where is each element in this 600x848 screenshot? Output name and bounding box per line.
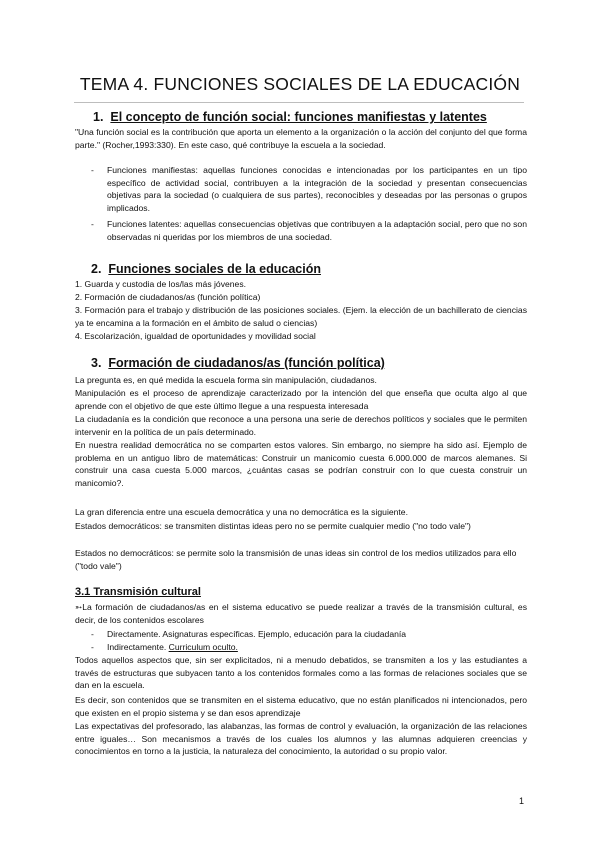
section-3-1-bullet-indirect (107, 641, 527, 654)
section-3-paragraph-6: Estados democráticos: se transmiten distintas ideas pero no se permite cualquier medio ("no todo vale") (75, 521, 471, 531)
section-3-1-paragraph-4: Las expectativas del profesorado, las alabanzas, las formas de control y evaluación, la organización de las relaciones entre iguales… Son mecanismos a través de los cuales los alumnos y las alumnas adquieren creencias y conocimientos en torno a la justicia, la naturaleza del conocimiento, la autoridad o su propio valor. (75, 721, 527, 757)
section-1-bullet-latent: Funciones latentes: aquellas consecuencias objetivas que contribuyen a la adaptación social, pero que no son observadas ni queridas por los miembros de una sociedad. (107, 219, 527, 242)
curriculum-oculto-term: Curriculum oculto. (168, 642, 238, 652)
section-3-paragraph-3: La ciudadanía es la condición que reconoce a una persona una serie de derechos políticos y sociales que le permiten intervenir en la política de un país determinado. (75, 414, 527, 437)
section-1-title: El concepto de función social: funciones manifiestas y latentes (110, 110, 487, 124)
section-3-title: Formación de ciudadanos/as (función política) (108, 356, 385, 370)
title-divider (74, 102, 524, 103)
section-2-item-3: 3. Formación para el trabajo y distribución de las posiciones sociales. (Ejem. la elección de un bachillerato de ciencias ya te encamina a la formación en el ámbito de salud o ciencias) (75, 305, 527, 328)
bullet-dash: - (91, 642, 94, 652)
section-1-number: 1. (93, 110, 104, 124)
section-3-paragraph-1: La pregunta es, en qué medida la escuela forma sin manipulación, ciudadanos. (75, 375, 377, 385)
section-1-heading (93, 110, 487, 124)
section-2-item-4: 4. Escolarización, igualdad de oportunidades y movilidad social (75, 331, 316, 341)
section-1-quote: "Una función social es la contribución que aporta un elemento a la organización o la acción del conjunto del que forma parte." (Rocher,1993:330). En este caso, qué contribuye la escuela a la sociedad. (75, 127, 527, 150)
section-2-number: 2. (91, 262, 102, 276)
bullet-dash: - (91, 165, 94, 175)
indirect-label: Indirectamente. (107, 642, 169, 652)
bullet-dash: - (91, 219, 94, 229)
section-2-item-2: 2. Formación de ciudadanos/as (función política) (75, 292, 261, 302)
page-number: 1 (519, 796, 525, 806)
section-3-number: 3. (91, 356, 102, 370)
section-2-heading (91, 262, 321, 276)
section-3-paragraph-4: En nuestra realidad democrática no se comparten estos valores. Sin embargo, no siempre ha sido así. Ejemplo de problema en un antiguo libro de matemáticas: Construir un manicomio cuesta 6.000.000 de marcos alemanes. Si construir una casa cuesta 5.000 marcos, ¿cuántas casas se podrían construir con lo que cuesta construir un manicomio?. (75, 440, 527, 489)
section-3-1-paragraph-3: Es decir, son contenidos que se transmiten en el sistema educativo, que no están planificados ni intencionados, pero que existen en el propio sistema y se dan esos aprendizaje (75, 695, 527, 718)
section-2-item-1: 1. Guarda y custodia de los/las más jóvenes. (75, 279, 247, 289)
section-3-paragraph-5: La gran diferencia entre una escuela democrática y una no democrática es la siguiente. (75, 507, 408, 517)
section-3-paragraph-2: Manipulación es el proceso de aprendizaje caracterizado por la intención del que enseña que oculta algo al que aprende con el objetivo de que este último llegue a una respuesta interesada (75, 388, 527, 411)
section-3-heading (91, 356, 385, 370)
section-2-title: Funciones sociales de la educación (108, 262, 321, 276)
section-3-paragraph-7: Estados no democráticos: se permite solo la transmisión de unas ideas sin control de los medios utilizados para ello ("todo vale") (75, 548, 517, 571)
section-3-1-paragraph-1: ➵La formación de ciudadanos/as en el sistema educativo se puede realizar a través de la transmisión cultural, es decir, de los contenidos escolares (75, 602, 527, 625)
section-3-1-paragraph-2: Todos aquellos aspectos que, sin ser explicitados, ni a menudo debatidos, se transmiten a los y las estudiantes a través de estructuras que subyacen tanto a los contenidos formales como a las formas de relaciones sociales que se dan en la escuela. (75, 655, 527, 691)
bullet-dash: - (91, 629, 94, 639)
section-3-1-heading: 3.1 Transmisión cultural (75, 586, 201, 598)
section-1-bullet-manifest: Funciones manifiestas: aquellas funciones conocidas e intencionadas por los participantes en un tipo específico de actividad social, contribuyen a la integración de la sociedad y presentan consecuencias objetivas para la sociedad (o cualquiera de sus partes), reconocibles y deseadas por las personas o grupos implicados. (107, 165, 527, 214)
document-title: TEMA 4. FUNCIONES SOCIALES DE LA EDUCACIÓN (79, 74, 521, 94)
section-3-1-bullet-direct: Directamente. Asignaturas específicas. Ejemplo, educación para la ciudadanía (107, 629, 407, 639)
